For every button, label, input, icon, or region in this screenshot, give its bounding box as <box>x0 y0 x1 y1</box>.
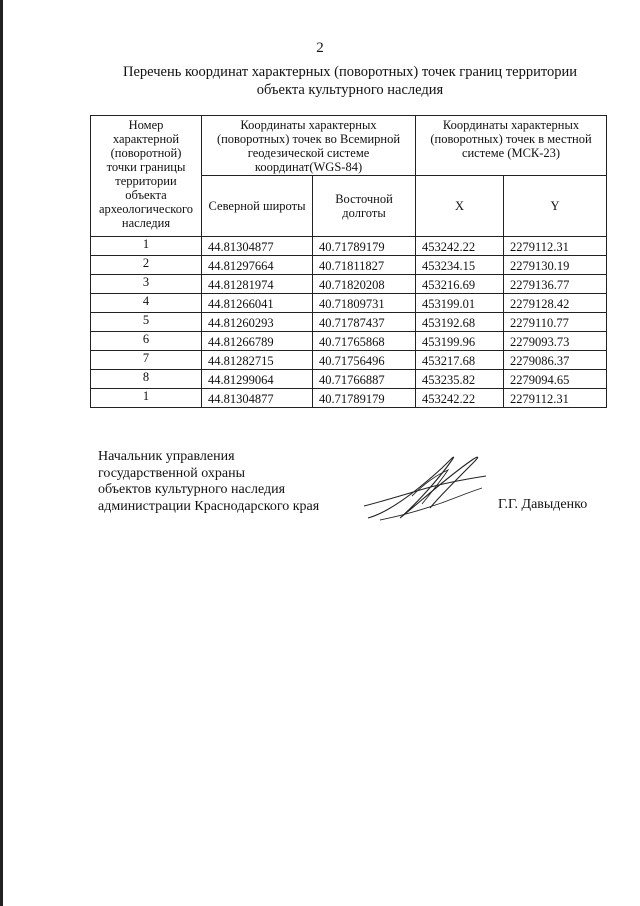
point-number-cell: 1 <box>91 389 202 408</box>
y-coordinate-cell: 2279086.37 <box>504 351 607 370</box>
y-coordinate-cell: 2279112.31 <box>504 237 607 256</box>
point-number-cell: 6 <box>91 332 202 351</box>
y-coordinate-cell: 2279136.77 <box>504 275 607 294</box>
header-north-latitude: Северной широты <box>202 176 313 237</box>
east-longitude-cell: 40.71820208 <box>313 275 416 294</box>
table-row <box>91 313 607 332</box>
east-longitude-cell: 40.71789179 <box>313 237 416 256</box>
signature-block <box>98 449 319 515</box>
y-coordinate-cell: 2279110.77 <box>504 313 607 332</box>
east-longitude-cell: 40.71811827 <box>313 256 416 275</box>
east-longitude-cell: 40.71756496 <box>313 351 416 370</box>
x-coordinate-cell: 453199.96 <box>416 332 504 351</box>
north-latitude-cell: 44.81299064 <box>202 370 313 389</box>
scan-edge-rule <box>0 0 3 906</box>
header-x: X <box>416 176 504 237</box>
signer-title-line-2: государственной охраны <box>98 465 246 481</box>
y-coordinate-cell: 2279130.19 <box>504 256 607 275</box>
table-row <box>91 237 607 256</box>
coordinates-table-body <box>91 237 607 408</box>
north-latitude-cell: 44.81304877 <box>202 237 313 256</box>
point-number-cell: 8 <box>91 370 202 389</box>
east-longitude-cell: 40.71809731 <box>313 294 416 313</box>
title-line-1: Перечень координат характерных (поворотных) точек границ территории <box>122 64 578 80</box>
handwritten-signature <box>360 446 490 526</box>
header-east-longitude: Восточной долготы <box>313 176 416 237</box>
x-coordinate-cell: 453242.22 <box>416 389 504 408</box>
y-coordinate-cell: 2279093.73 <box>504 332 607 351</box>
x-coordinate-cell: 453217.68 <box>416 351 504 370</box>
north-latitude-cell: 44.81266789 <box>202 332 313 351</box>
east-longitude-cell: 40.71789179 <box>313 389 416 408</box>
point-number-cell: 4 <box>91 294 202 313</box>
table-row <box>91 256 607 275</box>
east-longitude-cell: 40.71765868 <box>313 332 416 351</box>
east-longitude-cell: 40.71787437 <box>313 313 416 332</box>
y-coordinate-cell: 2279128.42 <box>504 294 607 313</box>
header-wgs-coordinates: Координаты характерных (поворотных) точек во Всемирной геодезической системе координат(WGS-84) <box>202 116 416 176</box>
table-row <box>91 389 607 408</box>
north-latitude-cell: 44.81281974 <box>202 275 313 294</box>
x-coordinate-cell: 453199.01 <box>416 294 504 313</box>
table-row <box>91 275 607 294</box>
page-number: 2 <box>316 40 324 56</box>
point-number-cell: 5 <box>91 313 202 332</box>
table-row <box>91 332 607 351</box>
header-local-coordinates: Координаты характерных (поворотных) точек в местной системе (МСК-23) <box>416 116 607 176</box>
point-number-cell: 1 <box>91 237 202 256</box>
coordinates-table <box>90 115 607 408</box>
north-latitude-cell: 44.81260293 <box>202 313 313 332</box>
north-latitude-cell: 44.81266041 <box>202 294 313 313</box>
north-latitude-cell: 44.81297664 <box>202 256 313 275</box>
document-title <box>60 63 640 99</box>
east-longitude-cell: 40.71766887 <box>313 370 416 389</box>
signer-title-line-4: администрации Краснодарского края <box>98 498 320 514</box>
y-coordinate-cell: 2279094.65 <box>504 370 607 389</box>
table-row <box>91 294 607 313</box>
x-coordinate-cell: 453242.22 <box>416 237 504 256</box>
table-row <box>91 370 607 389</box>
point-number-cell: 2 <box>91 256 202 275</box>
x-coordinate-cell: 453235.82 <box>416 370 504 389</box>
signer-title-line-1: Начальник управления <box>98 449 235 464</box>
y-coordinate-cell: 2279112.31 <box>504 389 607 408</box>
header-point-number: Номер характерной (поворотной) точки границы территории объекта археологического наследия <box>91 116 202 237</box>
point-number-cell: 7 <box>91 351 202 370</box>
north-latitude-cell: 44.81282715 <box>202 351 313 370</box>
signer-name: Г.Г. Давыденко <box>498 497 588 512</box>
north-latitude-cell: 44.81304877 <box>202 389 313 408</box>
x-coordinate-cell: 453234.15 <box>416 256 504 275</box>
signer-title-line-3: объектов культурного наследия <box>98 482 286 497</box>
title-line-2: объекта культурного наследия <box>256 82 444 98</box>
x-coordinate-cell: 453192.68 <box>416 313 504 332</box>
x-coordinate-cell: 453216.69 <box>416 275 504 294</box>
header-y: Y <box>504 176 607 237</box>
point-number-cell: 3 <box>91 275 202 294</box>
table-row <box>91 351 607 370</box>
